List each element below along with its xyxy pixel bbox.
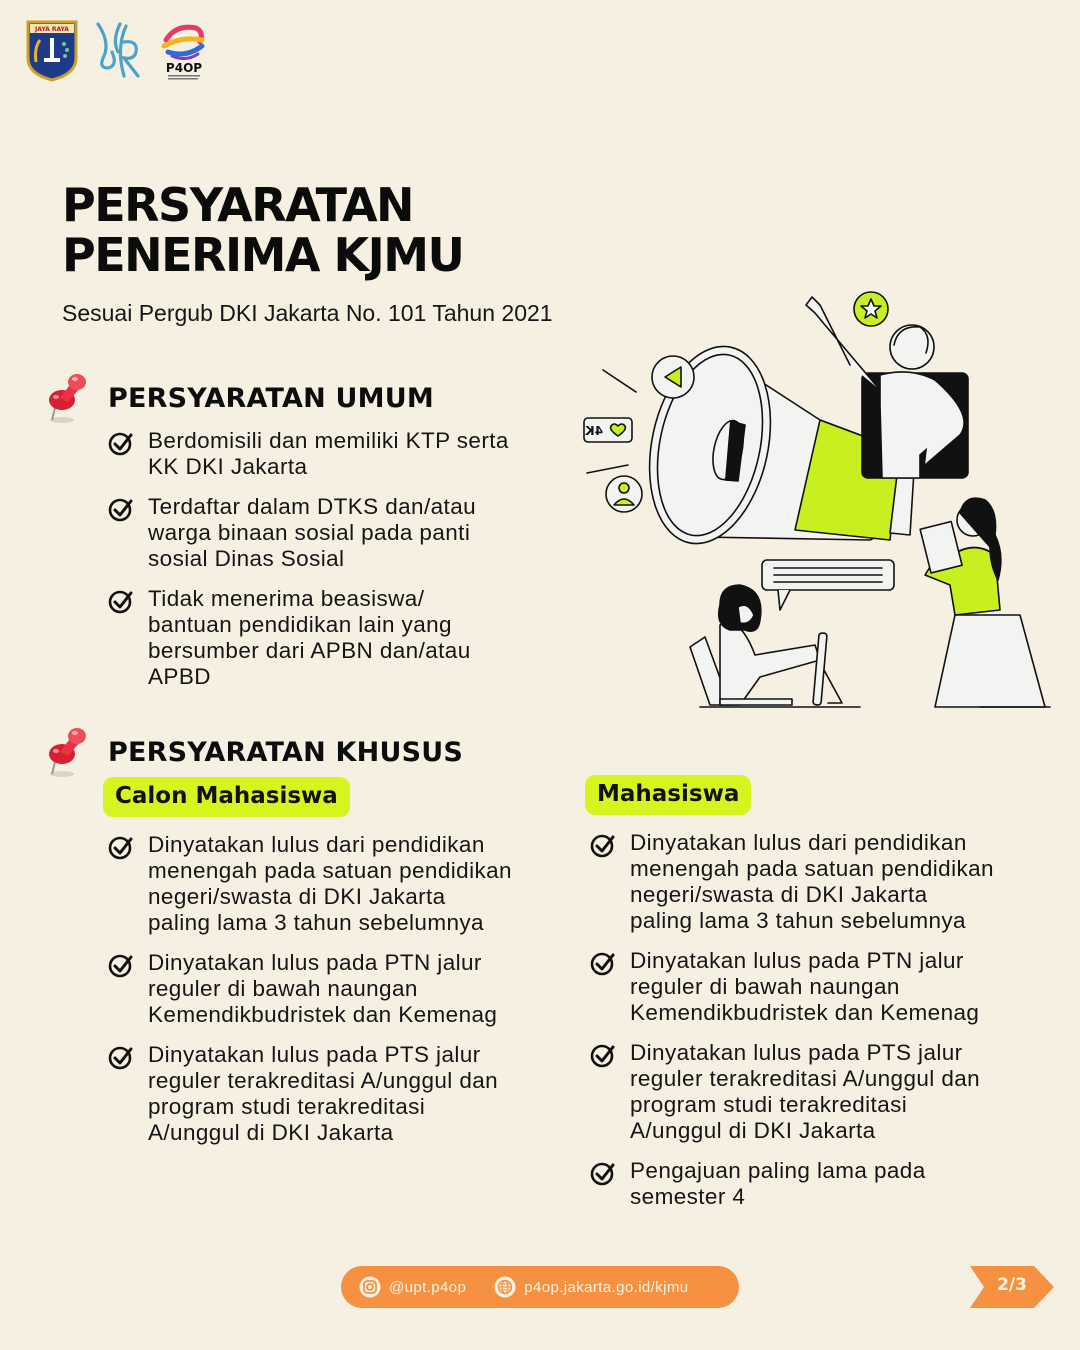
list-item: Dinyatakan lulus pada PTN jalur reguler di bawah naungan Kemendikbudristek dan Kemenag	[108, 950, 558, 1028]
svg-text:P4OP: P4OP	[165, 61, 203, 75]
page-title	[62, 180, 463, 280]
list-item: Tidak menerima beasiswa/ bantuan pendidikan lain yang bersumber dari APBN dan/atau APBD	[108, 586, 548, 690]
website-link[interactable]	[494, 1276, 688, 1298]
title-line-1: PERSYARATAN	[62, 178, 414, 232]
list-item: Berdomisili dan memiliki KTP serta KK DKI Jakarta	[108, 428, 548, 480]
pushpin-icon	[46, 724, 90, 780]
page-number: 2/3	[997, 1275, 1027, 1295]
section-umum-title: PERSYARATAN UMUM	[108, 382, 434, 414]
check-circle-icon	[108, 952, 134, 978]
check-circle-icon	[108, 834, 134, 860]
section-khusus-header	[46, 724, 463, 780]
umum-requirements-list	[108, 428, 548, 704]
footer-contact-bar	[341, 1266, 739, 1308]
header-logos	[24, 18, 212, 82]
jakarta-crest-logo	[24, 18, 80, 82]
pushpin-icon	[46, 370, 90, 426]
check-circle-icon	[590, 832, 616, 858]
check-circle-icon	[108, 496, 134, 522]
globe-icon	[494, 1276, 516, 1298]
mahasiswa-requirements-list	[590, 830, 1040, 1224]
check-circle-icon	[590, 950, 616, 976]
page-subtitle: Sesuai Pergub DKI Jakarta No. 101 Tahun 2021	[62, 300, 553, 326]
svg-text:JAYA RAYA: JAYA RAYA	[35, 26, 69, 33]
dr-logo	[90, 18, 146, 82]
page-indicator	[970, 1266, 1054, 1308]
instagram-handle: @upt.p4op	[389, 1278, 467, 1296]
mahasiswa-label: Mahasiswa	[585, 775, 751, 815]
instagram-icon	[359, 1276, 381, 1298]
p4op-logo	[156, 18, 212, 82]
check-circle-icon	[108, 1044, 134, 1070]
megaphone-illustration	[580, 285, 1060, 710]
list-item: Dinyatakan lulus pada PTS jalur reguler terakreditasi A/unggul dan program studi terakreditasi A/unggul di DKI Jakarta	[590, 1040, 1040, 1144]
calon-mahasiswa-requirements-list	[108, 832, 558, 1160]
list-item: Dinyatakan lulus pada PTN jalur reguler di bawah naungan Kemendikbudristek dan Kemenag	[590, 948, 1040, 1026]
list-item: Dinyatakan lulus dari pendidikan menengah pada satuan pendidikan negeri/swasta di DKI Jakarta paling lama 3 tahun sebelumnya	[108, 832, 558, 936]
check-circle-icon	[108, 430, 134, 456]
section-umum-header	[46, 370, 434, 426]
website-url: p4op.jakarta.go.id/kjmu	[524, 1278, 689, 1296]
check-circle-icon	[590, 1042, 616, 1068]
title-line-2: PENERIMA KJMU	[62, 228, 464, 282]
calon-mahasiswa-label: Calon Mahasiswa	[103, 777, 350, 817]
section-khusus-title: PERSYARATAN KHUSUS	[108, 736, 463, 768]
list-item: Dinyatakan lulus pada PTS jalur reguler terakreditasi A/unggul dan program studi terakreditasi A/unggul di DKI Jakarta	[108, 1042, 558, 1146]
svg-text:4K: 4K	[585, 424, 603, 438]
list-item: Terdaftar dalam DTKS dan/atau warga binaan sosial pada panti sosial Dinas Sosial	[108, 494, 548, 572]
list-item: Dinyatakan lulus dari pendidikan menengah pada satuan pendidikan negeri/swasta di DKI Jakarta paling lama 3 tahun sebelumnya	[590, 830, 1040, 934]
check-circle-icon	[108, 588, 134, 614]
list-item: Pengajuan paling lama pada semester 4	[590, 1158, 1040, 1210]
instagram-link[interactable]	[359, 1276, 466, 1298]
check-circle-icon	[590, 1160, 616, 1186]
